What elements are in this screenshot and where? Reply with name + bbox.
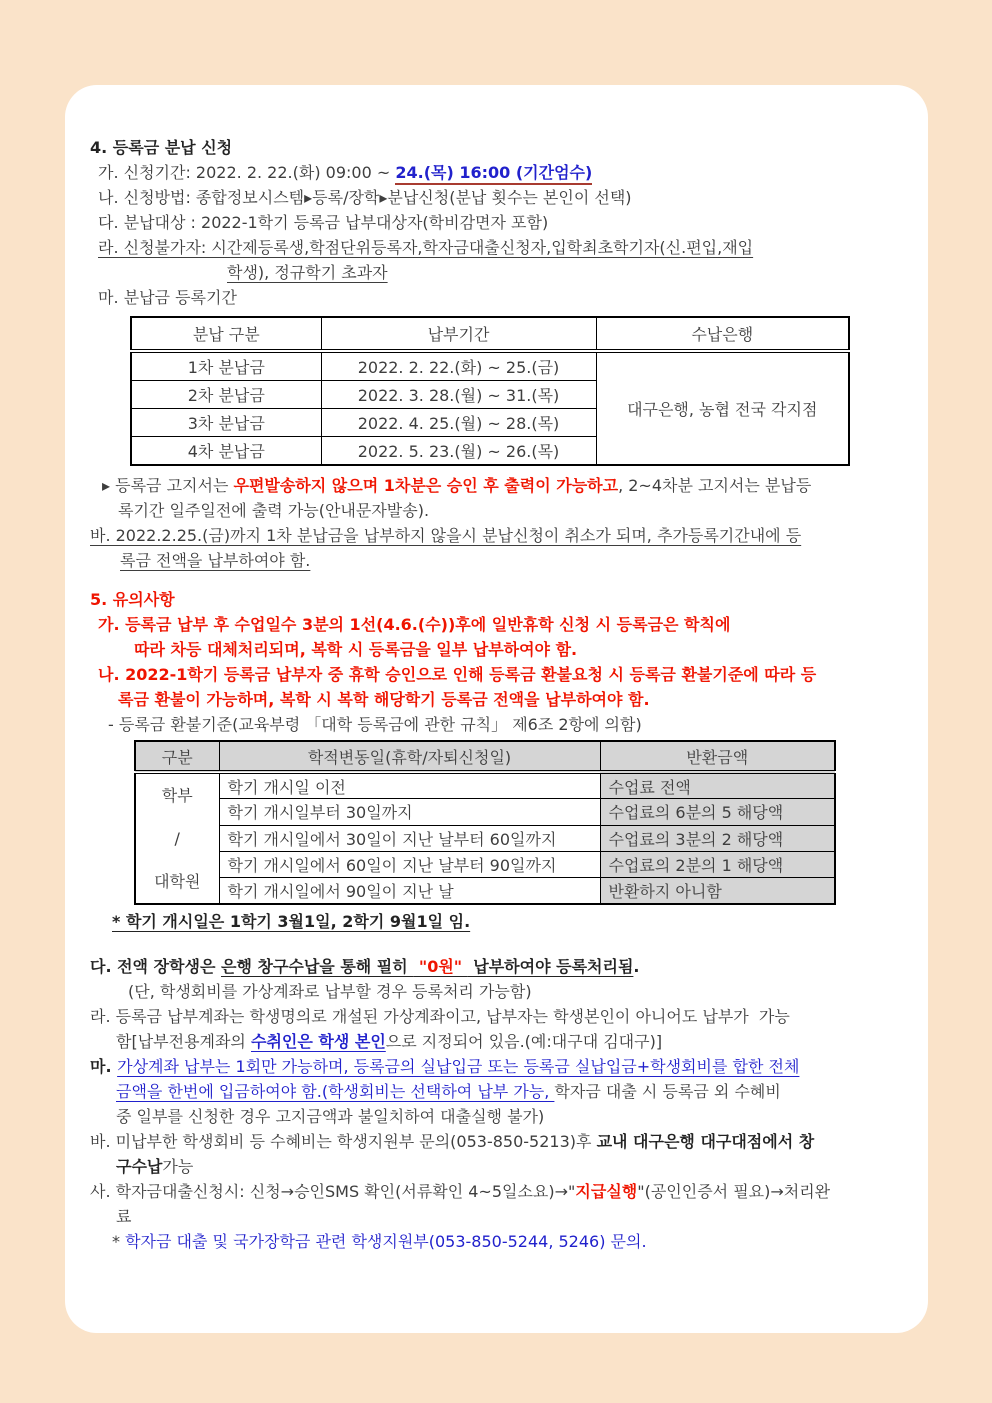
- text-segment: 가능: [162, 1157, 194, 1176]
- text-segment: 가상계좌 납부는 1회만 가능하며, 등록금의 실납입금 또는 등록금 실납입금+학생회비를 합한 전체: [117, 1057, 800, 1076]
- doc-line: [98, 612, 916, 637]
- text-segment: 록기간 일주일전에 출력 가능(안내문자발송).: [118, 501, 430, 520]
- document-content: [90, 135, 916, 1254]
- text-segment: 함[납부전용계좌의: [116, 1032, 251, 1051]
- text-segment: 바. 2022.2.25.(금)까지 1차 분납금을 납부하지 않을시 분납신청이 취소가 되며, 추가등록기간내에 등: [90, 526, 802, 545]
- table-cell: 학기 개시일에서 30일이 지난 날부터 60일까지: [219, 825, 600, 851]
- installment-table-body: [131, 351, 849, 465]
- doc-line: [98, 662, 916, 687]
- spacer: [90, 573, 916, 587]
- spacer: [90, 934, 916, 954]
- text-segment: 라. 등록금 납부계좌는 학생명의로 개설된 가상계좌이고, 납부자는 학생본인이 아니어도 납부가 가능: [90, 1007, 790, 1026]
- text-segment: 5. 유의사항: [90, 590, 175, 609]
- doc-line: [102, 473, 916, 498]
- text-segment: * 학기 개시일은 1학기 3월1일, 2학기 9월1일 임.: [112, 912, 471, 931]
- refund-table-body: [135, 772, 835, 904]
- text-segment: 따라 차등 대체처리되며, 복학 시 등록금을 일부 납부하여야 함.: [134, 640, 578, 659]
- table-cell: 학기 개시일 이전: [219, 772, 600, 799]
- text-segment: 24.(목) 16:00 (기간엄수): [395, 163, 592, 185]
- text-segment: 수취인은 학생 본인: [250, 1032, 386, 1051]
- text-segment: , 2~4차분 고지서는 분납등: [618, 476, 812, 495]
- text-segment: .: [633, 957, 640, 976]
- text-segment: 중 일부를 신청한 경우 고지금액과 불일치하여 대출실행 불가): [116, 1107, 545, 1126]
- text-segment: "0원": [413, 957, 468, 976]
- text-segment: 지급실행: [575, 1182, 638, 1201]
- doc-line: [116, 1204, 916, 1229]
- text-segment: 우편발송하지 않으며 1차분은 승인 후 출력이 가능하고: [233, 476, 619, 495]
- group-label-line: /: [174, 829, 180, 848]
- text-segment: 마.: [90, 1057, 118, 1076]
- table-row: [135, 825, 835, 851]
- text-segment: ▸ 등록금 고지서는: [102, 476, 234, 495]
- group-cell: [135, 772, 219, 904]
- text-segment: 료: [116, 1207, 132, 1226]
- bank-cell: 대구은행, 농협 전국 각지점: [596, 351, 849, 465]
- text-segment: 납부하여야 등록처리됨: [467, 957, 634, 976]
- text-segment: 교내 대구은행 대구대점에서 창: [596, 1132, 815, 1151]
- table-cell: 1차 분납금: [131, 351, 321, 381]
- table-header-cell: 납부기간: [321, 317, 596, 351]
- doc-line: [90, 954, 916, 979]
- text-segment: "(공인인증서 필요)→처리완: [637, 1182, 831, 1201]
- doc-line: [118, 687, 916, 712]
- table-cell: 2022. 2. 22.(화) ~ 25.(금): [321, 351, 596, 381]
- table-cell: 학기 개시일에서 90일이 지난 날: [219, 878, 600, 904]
- installment-table-head: [131, 317, 849, 351]
- table-row: [131, 351, 849, 381]
- document-panel: [65, 85, 928, 1333]
- text-segment: 으로 지정되어 있음.(예:대구대 김대구)]: [385, 1032, 663, 1051]
- text-segment: 가. 신청기간: 2022. 2. 22.(화) 09:00 ~: [98, 163, 396, 182]
- text-segment: 록금 환불이 가능하며, 복학 시 복학 해당학기 등록금 전액을 납부하여야 함.: [118, 690, 650, 709]
- table-row: [135, 799, 835, 825]
- text-segment: 바. 미납부한 학생회비 등 수혜비는 학생지원부 문의(053-850-5213)후: [90, 1132, 597, 1151]
- text-segment: 다. 전액 장학생은: [90, 957, 221, 976]
- text-segment: 마. 분납금 등록기간: [98, 288, 237, 307]
- doc-line: [112, 1229, 916, 1254]
- table-header-cell: 분납 구분: [131, 317, 321, 351]
- doc-line: [90, 1129, 916, 1154]
- refund-table-head: [135, 741, 835, 772]
- table-cell: 수업료의 2분의 1 해당액: [600, 851, 835, 877]
- table-cell: 2022. 5. 23.(월) ~ 26.(목): [321, 437, 596, 466]
- table-cell: 수업료의 3분의 2 해당액: [600, 825, 835, 851]
- doc-line: [98, 210, 916, 235]
- table-header-cell: 학적변동일(휴학/자퇴신청일): [219, 741, 600, 772]
- text-segment: 금액을 한번에 입금하여야 함.(학생회비는 선택하여 납부 가능,: [116, 1082, 555, 1101]
- refund-table: [134, 740, 836, 905]
- text-segment: (단, 학생회비를 가상계좌로 납부할 경우 등록처리 가능함): [128, 982, 532, 1001]
- group-label-line: 학부: [161, 786, 193, 805]
- doc-line: [227, 260, 916, 285]
- doc-line: [90, 523, 916, 548]
- table-header-row: [131, 317, 849, 351]
- text-segment: - 등록금 환불기준(교육부령 「대학 등록금에 관한 규칙」 제6조 2항에 의함): [108, 715, 642, 734]
- table-cell: 4차 분납금: [131, 437, 321, 466]
- doc-line: [108, 712, 916, 737]
- text-segment: 라. 신청불가자: 시간제등록생,학점단위등록자,학자금대출신청자,입학최초학기자(신.편입,재입: [98, 238, 754, 257]
- table-header-cell: 반환금액: [600, 741, 835, 772]
- doc-line: [98, 285, 916, 310]
- table-cell: 학기 개시일부터 30일까지: [219, 799, 600, 825]
- text-segment: 학자금 대출 시 등록금 외 수혜비: [554, 1082, 781, 1101]
- installment-table: [130, 316, 850, 466]
- table-cell: 수업료 전액: [600, 772, 835, 799]
- group-label-line: 대학원: [154, 872, 201, 891]
- doc-line: [90, 1054, 916, 1079]
- text-segment: 록금 전액을 납부하여야 함.: [120, 551, 311, 570]
- text-segment: *: [112, 1232, 126, 1251]
- table-header-row: [135, 741, 835, 772]
- text-segment: 학자금 대출 및 국가장학금 관련 학생지원부(053-850-5244, 5246) 문의.: [125, 1232, 647, 1251]
- table-cell: 2022. 3. 28.(월) ~ 31.(목): [321, 381, 596, 409]
- table-cell: 3차 분납금: [131, 409, 321, 437]
- text-segment: 구수납: [116, 1157, 163, 1176]
- doc-line: [120, 548, 916, 573]
- table-row: [135, 851, 835, 877]
- table-header-cell: 수납은행: [596, 317, 849, 351]
- doc-line: [118, 498, 916, 523]
- doc-line: [116, 1029, 916, 1054]
- table-cell: 수업료의 6분의 5 해당액: [600, 799, 835, 825]
- doc-line: [90, 1179, 916, 1204]
- doc-line: [90, 135, 916, 160]
- table-row: [135, 772, 835, 799]
- text-segment: 다. 분납대상 : 2022-1학기 등록금 납부대상자(학비감면자 포함): [98, 213, 549, 232]
- doc-line: [90, 1004, 916, 1029]
- doc-line: [112, 909, 916, 934]
- text-segment: 학생), 정규학기 초과자: [227, 263, 388, 282]
- table-header-cell: 구분: [135, 741, 219, 772]
- text-segment: 4. 등록금 분납 신청: [90, 138, 233, 157]
- doc-line: [98, 160, 916, 185]
- text-segment: 나. 2022-1학기 등록금 납부자 중 휴학 승인으로 인해 등록금 환불요청 시 등록금 환불기준에 따라 등: [98, 665, 817, 684]
- text-segment: 사. 학자금대출신청시: 신청→승인SMS 확인(서류확인 4~5일소요)→": [90, 1182, 576, 1201]
- table-cell: 학기 개시일에서 60일이 지난 날부터 90일까지: [219, 851, 600, 877]
- doc-line: [134, 637, 916, 662]
- doc-line: [116, 1079, 916, 1104]
- table-cell: 2022. 4. 25.(월) ~ 28.(목): [321, 409, 596, 437]
- text-segment: 나. 신청방법: 종합정보시스템▸등록/장학▸분납신청(분납 횟수는 본인이 선택): [98, 188, 632, 207]
- doc-line: [98, 235, 916, 260]
- doc-line: [128, 979, 916, 1004]
- text-segment: 은행 창구수납을 통해 필히: [220, 957, 414, 976]
- table-cell: 2차 분납금: [131, 381, 321, 409]
- table-row: [135, 878, 835, 904]
- doc-line: [90, 587, 916, 612]
- doc-line: [116, 1154, 916, 1179]
- doc-line: [116, 1104, 916, 1129]
- text-segment: 가. 등록금 납부 후 수업일수 3분의 1선(4.6.(수))후에 일반휴학 신청 시 등록금은 학칙에: [98, 615, 731, 634]
- table-cell: 반환하지 아니함: [600, 878, 835, 904]
- doc-line: [98, 185, 916, 210]
